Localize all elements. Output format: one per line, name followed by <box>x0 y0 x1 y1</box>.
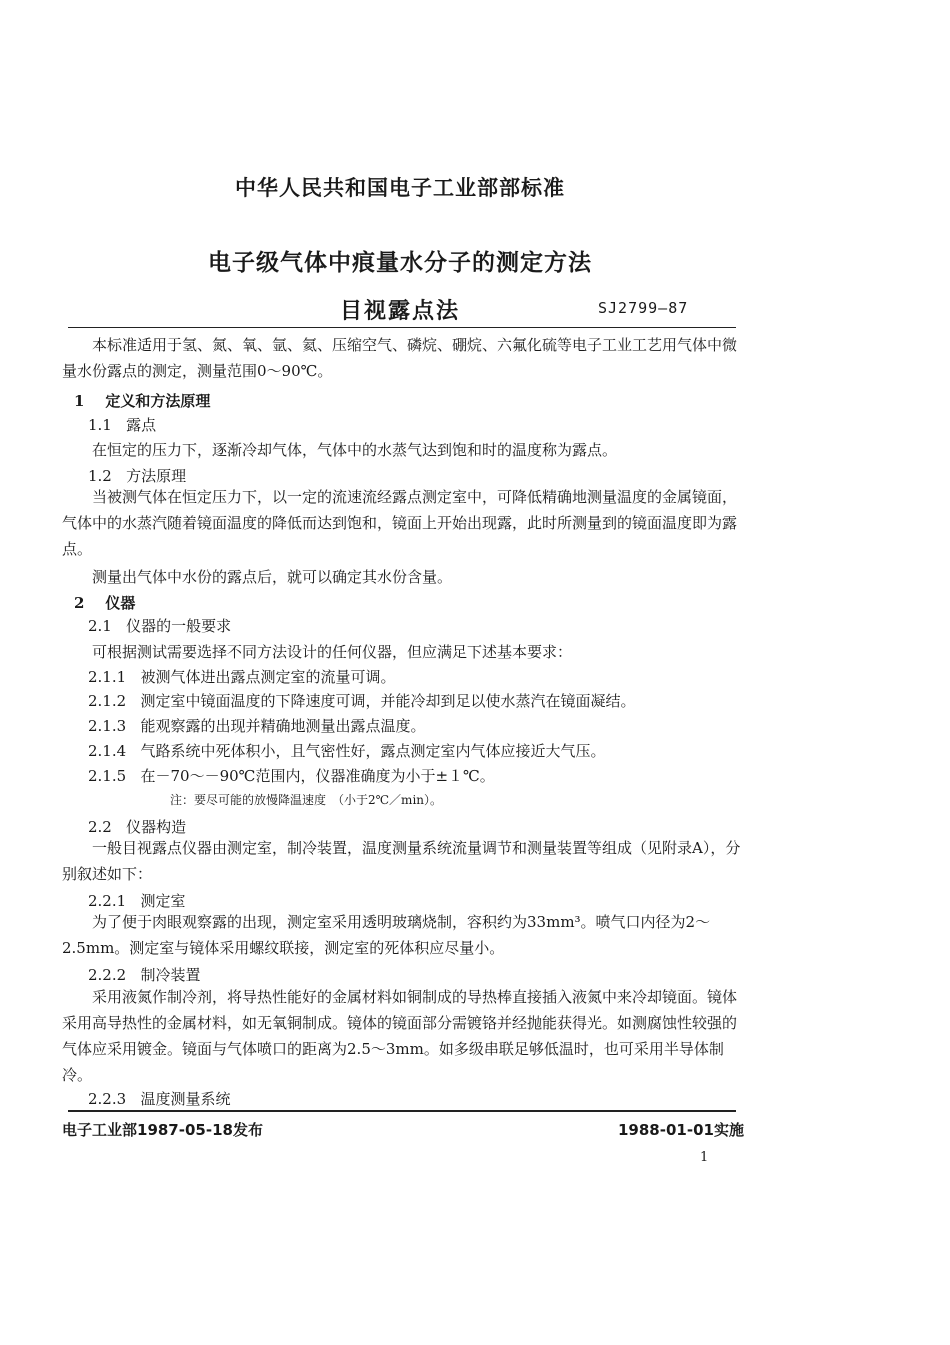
effective-date: 1988-01-01实施 <box>618 1121 744 1139</box>
section-2-2-1-text: 为了便于肉眼观察露的出现，测定室采用透明玻璃烧制，容积约为33mm³。喷气口内径为2～2.5mm。测定室与镜体采用螺纹联接，测定室的死体积应尽量小。 <box>62 913 711 957</box>
intro-paragraph: 本标准适用于氢、氮、氧、氩、氦、压缩空气、磷烷、硼烷、六氟化硫等电子工业工艺用气体中微量水份露点的测定，测量范围0～90℃。 <box>62 336 738 380</box>
footer-rule <box>68 1110 736 1112</box>
section-1-1-heading: 1.1 露点 <box>88 416 157 434</box>
page-number: 1 <box>700 1150 709 1165</box>
section-2-2-3-heading: 2.2.3 温度测量系统 <box>88 1090 231 1108</box>
section-2-2-1-heading: 2.2.1 测定室 <box>88 892 186 910</box>
document-title: 电子级气体中痕量水分子的测定方法 <box>208 250 592 276</box>
item-2-1-5: 2.1.5 在－70～－90℃范围内，仪器准确度为小于±１℃。 <box>88 767 495 785</box>
section-1-heading: 1 定义和方法原理 <box>74 392 211 410</box>
item-2-1-4: 2.1.4 气路系统中死体积小，且气密性好，露点测定室内气体应接近大气压。 <box>88 742 606 760</box>
item-2-1-1: 2.1.1 被测气体进出露点测定室的流量可调。 <box>88 668 396 686</box>
section-2-heading: 2 仪器 <box>74 594 136 612</box>
section-1-2-text: 当被测气体在恒定压力下，以一定的流速流经露点测定室中，可降低精确地测量温度的金属镜面，气体中的水蒸汽随着镜面温度的降低而达到饱和，镜面上开始出现露，此时所测量到的镜面温度即为露点。 <box>62 488 738 558</box>
header-rule <box>68 327 736 328</box>
section-2-2-2-text: 采用液氮作制冷剂，将导热性能好的金属材料如铜制成的导热棒直接插入液氮中来冷却镜面。镜体采用高导热性的金属材料，如无氧铜制成。镜体的镜面部分需镀铬并经抛能获得光。如测腐蚀性较强的气体应采用镀金。镜面与气体喷口的距离为2.5～3mm。如多级串联足够低温时，也可采用半导体制冷。 <box>62 988 738 1084</box>
document-subtitle: 目视露点法 <box>339 299 460 324</box>
item-2-1-3: 2.1.3 能观察露的出现并精确地测量出露点温度。 <box>88 717 426 735</box>
section-1-1-text: 在恒定的压力下，逐渐冷却气体，气体中的水蒸气达到饱和时的温度称为露点。 <box>92 441 618 459</box>
section-2-1-heading: 2.1 仪器的一般要求 <box>88 617 232 635</box>
issuing-organization: 中华人民共和国电子工业部部标准 <box>235 176 565 200</box>
issue-date: 电子工业部1987-05-18发布 <box>62 1121 263 1139</box>
section-2-2-text: 一般目视露点仪器由测定室，制冷装置，温度测量系统流量调节和测量装置等组成（见附录A），分别叙述如下： <box>62 839 741 883</box>
section-2-1-text: 可根据测试需要选择不同方法设计的任何仪器，但应满足下述基本要求： <box>92 643 573 661</box>
section-1-2-heading: 1.2 方法原理 <box>88 467 187 485</box>
section-2-2-2-heading: 2.2.2 制冷装置 <box>88 966 201 984</box>
section-2-2-heading: 2.2 仪器构造 <box>88 818 187 836</box>
item-2-1-5-note: 注：要尽可能的放慢降温速度 （小于2℃／min）。 <box>170 793 443 807</box>
standard-code: SJ2799—87 <box>598 299 689 317</box>
item-2-1-2: 2.1.2 测定室中镜面温度的下降速度可调，并能冷却到足以使水蒸汽在镜面凝结。 <box>88 692 636 710</box>
section-1-2-text-2: 测量出气体中水份的露点后，就可以确定其水份含量。 <box>92 568 453 586</box>
